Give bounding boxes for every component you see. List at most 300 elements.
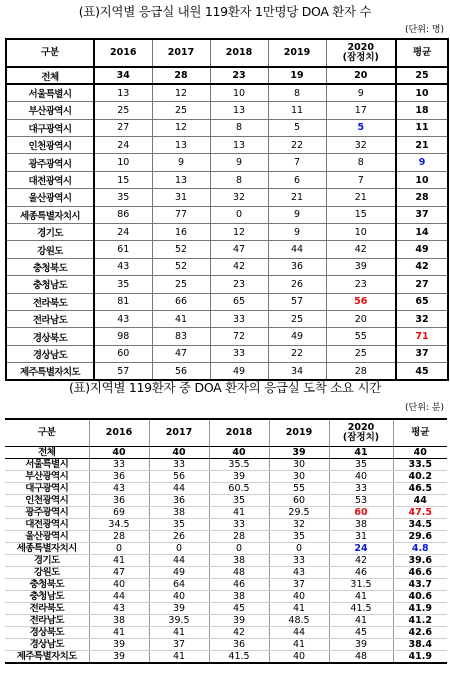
value-cell: 43 [89,482,149,494]
value-cell: 39 [269,446,329,458]
table-row [6,102,448,119]
value-cell: 9 [152,154,210,171]
value-cell: 77 [152,206,210,223]
value-cell: 29.5 [269,506,329,518]
value-cell: 44 [269,627,329,639]
value-cell: 39.5 [149,615,209,627]
value-cell: 13 [210,102,268,119]
value-cell: 36 [149,494,209,506]
region-cell: 세종특별자치시 [6,206,94,223]
value-cell: 23 [326,276,396,293]
value-cell: 39 [149,603,209,615]
value-cell: 48.5 [269,615,329,627]
value-cell: 28 [152,67,210,84]
average-cell: 29.6 [393,530,447,542]
region-cell: 충청북도 [5,579,89,591]
average-cell: 32 [396,310,448,327]
average-cell: 9 [396,154,448,171]
value-cell: 41 [329,615,393,627]
value-cell: 36 [209,639,269,651]
value-cell: 35 [209,494,269,506]
value-cell: 10 [94,154,152,171]
value-cell: 25 [326,345,396,362]
value-cell: 42 [326,241,396,258]
average-cell: 46.5 [393,482,447,494]
value-cell: 12 [210,224,268,241]
value-cell: 5 [326,119,396,136]
value-cell: 12 [152,84,210,101]
value-cell: 30 [269,470,329,482]
column-header: 2018 [210,39,268,67]
column-header: 2019 [268,39,326,67]
value-cell: 9 [268,224,326,241]
value-cell: 39 [89,651,149,664]
value-cell: 23 [210,276,268,293]
region-cell: 대전광역시 [5,518,89,530]
value-cell: 39 [89,639,149,651]
value-cell: 33 [209,518,269,530]
average-cell: 37 [396,206,448,223]
table-row [6,276,448,293]
region-cell: 전체 [6,67,94,84]
value-cell: 38 [89,615,149,627]
value-cell: 33 [210,310,268,327]
value-cell: 56 [152,363,210,380]
value-cell: 40 [269,651,329,664]
value-cell: 8 [268,84,326,101]
value-cell: 64 [149,579,209,591]
region-cell: 충청남도 [5,591,89,603]
value-cell: 32 [269,518,329,530]
region-cell: 전체 [5,446,89,458]
table-row [5,458,447,470]
value-cell: 66 [152,293,210,310]
value-cell: 7 [326,171,396,188]
average-cell: 49 [396,241,448,258]
value-cell: 42 [210,258,268,275]
average-cell: 42 [396,258,448,275]
value-cell: 24 [329,542,393,554]
region-cell: 울산광역시 [6,189,94,206]
value-cell: 28 [89,530,149,542]
value-cell: 8 [326,154,396,171]
value-cell: 40 [149,591,209,603]
table-row [5,530,447,542]
value-cell: 15 [326,206,396,223]
average-cell: 37 [396,345,448,362]
value-cell: 25 [268,310,326,327]
value-cell: 28 [326,363,396,380]
column-header: 2020 (잠정치) [326,39,396,67]
region-cell: 광주광역시 [5,506,89,518]
value-cell: 38 [149,506,209,518]
table-row [6,206,448,223]
value-cell: 41 [329,591,393,603]
value-cell: 25 [152,102,210,119]
value-cell: 52 [152,241,210,258]
table-row [6,154,448,171]
value-cell: 6 [268,171,326,188]
average-cell: 65 [396,293,448,310]
value-cell: 47 [152,345,210,362]
average-cell: 18 [396,102,448,119]
value-cell: 24 [94,137,152,154]
value-cell: 41 [149,627,209,639]
region-cell: 인천광역시 [6,137,94,154]
value-cell: 32 [326,137,396,154]
value-cell: 48 [329,651,393,664]
region-cell: 강원도 [6,241,94,258]
value-cell: 0 [89,542,149,554]
average-cell: 46.6 [393,566,447,578]
value-cell: 57 [94,363,152,380]
column-header: 구분 [6,39,94,67]
value-cell: 5 [268,119,326,136]
value-cell: 81 [94,293,152,310]
table-row [5,591,447,603]
value-cell: 7 [268,154,326,171]
region-cell: 충청남도 [6,276,94,293]
value-cell: 30 [269,458,329,470]
average-cell: 25 [396,67,448,84]
value-cell: 16 [152,224,210,241]
value-cell: 72 [210,328,268,345]
table-row [6,84,448,101]
value-cell: 9 [268,206,326,223]
table-row [5,494,447,506]
value-cell: 43 [94,258,152,275]
region-cell: 전라남도 [6,310,94,327]
column-header: 2020 (잠정치) [329,419,393,446]
column-header: 2018 [209,419,269,446]
average-cell: 28 [396,189,448,206]
value-cell: 21 [268,189,326,206]
value-cell: 24 [94,224,152,241]
value-cell: 83 [152,328,210,345]
value-cell: 48 [209,566,269,578]
value-cell: 13 [94,84,152,101]
value-cell: 69 [89,506,149,518]
average-cell: 45 [396,363,448,380]
column-header: 평균 [396,39,448,67]
region-cell: 제주특별자치도 [6,363,94,380]
region-cell: 세종특별자치시 [5,542,89,554]
value-cell: 0 [209,542,269,554]
value-cell: 39 [209,470,269,482]
value-cell: 53 [329,494,393,506]
table-row [5,506,447,518]
value-cell: 31.5 [329,579,393,591]
value-cell: 37 [149,639,209,651]
value-cell: 33 [329,482,393,494]
table-row [6,345,448,362]
total-row [5,446,447,458]
table-row [5,627,447,639]
value-cell: 41 [269,639,329,651]
value-cell: 35 [149,518,209,530]
average-cell: 33.5 [393,458,447,470]
table1-unit: (단위: 명) [405,25,444,35]
value-cell: 52 [152,258,210,275]
value-cell: 21 [326,189,396,206]
value-cell: 0 [149,542,209,554]
value-cell: 42 [209,627,269,639]
region-cell: 경기도 [5,554,89,566]
value-cell: 26 [268,276,326,293]
region-cell: 서울특별시 [6,84,94,101]
region-cell: 인천광역시 [5,494,89,506]
value-cell: 22 [268,345,326,362]
value-cell: 35 [94,276,152,293]
region-cell: 전라북도 [6,293,94,310]
value-cell: 8 [210,171,268,188]
value-cell: 60 [94,345,152,362]
value-cell: 39 [329,639,393,651]
value-cell: 41 [149,651,209,664]
value-cell: 22 [268,137,326,154]
value-cell: 10 [210,84,268,101]
value-cell: 33 [89,458,149,470]
value-cell: 44 [149,482,209,494]
region-cell: 대구광역시 [5,482,89,494]
table-row [6,328,448,345]
table-row [5,603,447,615]
value-cell: 25 [152,276,210,293]
value-cell: 35.5 [209,458,269,470]
table-row [5,639,447,651]
value-cell: 34 [94,67,152,84]
table-row [6,258,448,275]
average-cell: 41.9 [393,651,447,664]
table-header-row [6,39,448,67]
region-cell: 부산광역시 [5,470,89,482]
average-cell: 39.6 [393,554,447,566]
value-cell: 41 [269,603,329,615]
value-cell: 61 [94,241,152,258]
table-row [6,224,448,241]
value-cell: 56 [326,293,396,310]
value-cell: 36 [89,470,149,482]
column-header: 2016 [89,419,149,446]
region-cell: 서울특별시 [5,458,89,470]
region-cell: 울산광역시 [5,530,89,542]
table-row [6,310,448,327]
value-cell: 56 [149,470,209,482]
region-cell: 전라북도 [5,603,89,615]
region-cell: 경상남도 [5,639,89,651]
value-cell: 38 [329,518,393,530]
value-cell: 65 [210,293,268,310]
average-cell: 4.8 [393,542,447,554]
value-cell: 23 [210,67,268,84]
region-cell: 대구광역시 [6,119,94,136]
value-cell: 41 [329,446,393,458]
region-cell: 경상북도 [6,328,94,345]
column-header: 2016 [94,39,152,67]
value-cell: 15 [94,171,152,188]
average-cell: 40.2 [393,470,447,482]
column-header: 구분 [5,419,89,446]
table-row [5,470,447,482]
region-cell: 경상남도 [6,345,94,362]
value-cell: 35 [269,530,329,542]
value-cell: 31 [329,530,393,542]
region-cell: 제주특별자치도 [5,651,89,664]
value-cell: 41 [89,627,149,639]
value-cell: 25 [94,102,152,119]
table-row [6,189,448,206]
table-row [5,482,447,494]
table-header-row [5,419,447,446]
value-cell: 13 [152,137,210,154]
value-cell: 46 [209,579,269,591]
average-cell: 47.5 [393,506,447,518]
value-cell: 41 [209,506,269,518]
value-cell: 0 [210,206,268,223]
value-cell: 33 [269,554,329,566]
value-cell: 57 [268,293,326,310]
table-row [5,566,447,578]
table-row [6,171,448,188]
table-row [6,241,448,258]
average-cell: 38.4 [393,639,447,651]
value-cell: 38 [209,554,269,566]
value-cell: 49 [210,363,268,380]
value-cell: 55 [326,328,396,345]
value-cell: 60.5 [209,482,269,494]
average-cell: 21 [396,137,448,154]
region-cell: 전라남도 [5,615,89,627]
value-cell: 41.5 [209,651,269,664]
value-cell: 35 [94,189,152,206]
value-cell: 40 [89,579,149,591]
table-row [5,615,447,627]
value-cell: 27 [94,119,152,136]
value-cell: 44 [268,241,326,258]
value-cell: 60 [329,506,393,518]
table1-title: (표)지역별 응급실 내원 119환자 1만명당 DOA 환자 수 [78,4,372,19]
value-cell: 44 [149,554,209,566]
value-cell: 47 [89,566,149,578]
average-cell: 40 [393,446,447,458]
value-cell: 11 [268,102,326,119]
value-cell: 9 [326,84,396,101]
column-header: 2017 [152,39,210,67]
value-cell: 40 [209,446,269,458]
value-cell: 60 [269,494,329,506]
value-cell: 49 [149,566,209,578]
doa-count-table [5,38,449,381]
region-cell: 경상북도 [5,627,89,639]
average-cell: 11 [396,119,448,136]
value-cell: 42 [329,554,393,566]
value-cell: 0 [269,542,329,554]
value-cell: 20 [326,67,396,84]
table2-title: (표)지역별 119환자 중 DOA 환자의 응급실 도착 소요 시간 [68,380,382,395]
average-cell: 27 [396,276,448,293]
value-cell: 20 [326,310,396,327]
table-row [5,579,447,591]
value-cell: 34 [268,363,326,380]
column-header: 평균 [393,419,447,446]
table-row [5,518,447,530]
average-cell: 42.6 [393,627,447,639]
value-cell: 17 [326,102,396,119]
table2-unit: (단위: 분) [405,403,444,413]
value-cell: 38 [209,591,269,603]
value-cell: 9 [210,154,268,171]
region-cell: 충청북도 [6,258,94,275]
value-cell: 39 [326,258,396,275]
region-cell: 강원도 [5,566,89,578]
value-cell: 98 [94,328,152,345]
average-cell: 10 [396,84,448,101]
value-cell: 41 [152,310,210,327]
value-cell: 86 [94,206,152,223]
value-cell: 35 [329,458,393,470]
value-cell: 33 [210,345,268,362]
value-cell: 43 [94,310,152,327]
arrival-time-table [5,418,447,664]
value-cell: 41 [89,554,149,566]
value-cell: 55 [269,482,329,494]
average-cell: 41.9 [393,603,447,615]
table-row [5,651,447,664]
table-row [5,554,447,566]
average-cell: 43.7 [393,579,447,591]
value-cell: 13 [152,171,210,188]
average-cell: 44 [393,494,447,506]
average-cell: 34.5 [393,518,447,530]
value-cell: 47 [210,241,268,258]
average-cell: 14 [396,224,448,241]
region-cell: 대전광역시 [6,171,94,188]
value-cell: 32 [210,189,268,206]
value-cell: 31 [152,189,210,206]
total-row [6,67,448,84]
value-cell: 40 [149,446,209,458]
table-row [6,293,448,310]
average-cell: 71 [396,328,448,345]
value-cell: 40 [329,470,393,482]
value-cell: 19 [268,67,326,84]
value-cell: 45 [209,603,269,615]
value-cell: 40 [269,591,329,603]
column-header: 2017 [149,419,209,446]
value-cell: 39 [209,615,269,627]
value-cell: 43 [89,603,149,615]
value-cell: 8 [210,119,268,136]
value-cell: 26 [149,530,209,542]
average-cell: 41.2 [393,615,447,627]
value-cell: 34.5 [89,518,149,530]
region-cell: 광주광역시 [6,154,94,171]
value-cell: 33 [149,458,209,470]
value-cell: 37 [269,579,329,591]
value-cell: 10 [326,224,396,241]
value-cell: 36 [268,258,326,275]
value-cell: 43 [269,566,329,578]
value-cell: 45 [329,627,393,639]
value-cell: 13 [210,137,268,154]
table-row [6,137,448,154]
value-cell: 41.5 [329,603,393,615]
table-row [5,542,447,554]
average-cell: 10 [396,171,448,188]
region-cell: 부산광역시 [6,102,94,119]
value-cell: 40 [89,446,149,458]
value-cell: 12 [152,119,210,136]
